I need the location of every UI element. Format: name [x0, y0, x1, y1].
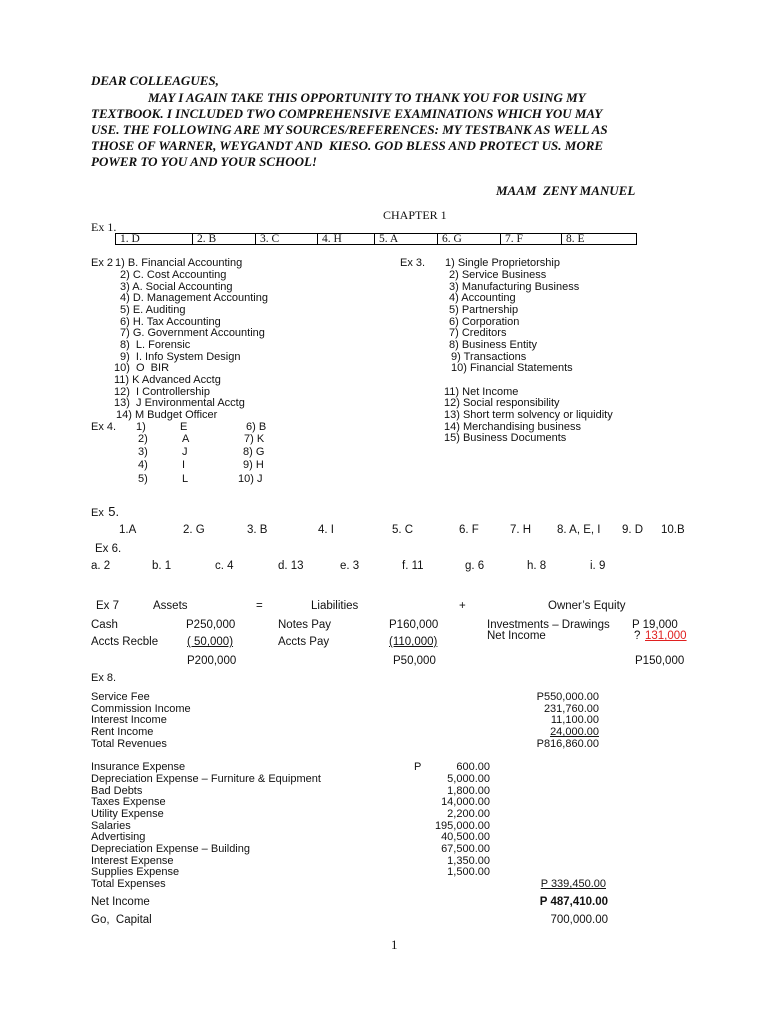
ex2-item: 9) I. Info System Design — [120, 351, 241, 363]
ex7-equity-heading: Owner’s Equity — [548, 600, 626, 612]
ex2-item: 11) K Advanced Acctg — [114, 374, 221, 386]
salutation: DEAR COLLEAGUES, — [91, 73, 219, 88]
ex3-item: 3) Manufacturing Business — [449, 281, 580, 293]
ex5-item: 8. A, E, I — [557, 524, 601, 536]
ex7-notes-label: Notes Pay — [278, 619, 332, 631]
expense-label: Insurance Expense — [91, 761, 186, 773]
ex7-plus: + — [459, 600, 466, 612]
expense-value: 1,500.00 — [447, 866, 490, 878]
revenue-value: 11,100.00 — [550, 714, 599, 726]
ex4-answer: L — [182, 473, 189, 485]
ex7-net-income-value: 131,000 — [645, 630, 687, 642]
capital-value: 700,000.00 — [550, 914, 608, 926]
ex2-item: 1) B. Financial Accounting — [115, 257, 243, 269]
ex7-label: Ex 7 — [96, 600, 120, 612]
expense-label: Depreciation Expense – Building — [91, 843, 250, 855]
ex1-cell: 1. D — [116, 234, 193, 244]
ex3-item: 9) Transactions — [451, 351, 527, 363]
ex4-match: 10) J — [238, 473, 263, 485]
ex5-item: 7. H — [510, 524, 532, 536]
expense-label: Bad Debts — [91, 785, 143, 797]
ex6-item: h. 8 — [527, 560, 547, 572]
revenue-value: 231,760.00 — [543, 703, 599, 715]
ex6-label: Ex 6. — [95, 543, 122, 555]
ex5-item: 2. G — [183, 524, 205, 536]
ex8-label: Ex 8. — [91, 672, 117, 684]
expense-label: Utility Expense — [91, 808, 164, 820]
expense-value: 600.00 — [456, 761, 490, 773]
ex4-match: 6) B — [246, 421, 267, 433]
ex2-item: 13) J Environmental Acctg — [114, 397, 245, 409]
ex7-recble-value: ( 50,000) — [187, 636, 234, 648]
ex7-net-income-label: Net Income — [487, 630, 546, 642]
letter-line-1: MAY I AGAIN TAKE THIS OPPORTUNITY TO THANK YOU FOR USING MY — [148, 90, 586, 105]
ex3-item: 13) Short term solvency or liquidity — [444, 409, 613, 421]
ex4-num: 4) — [138, 459, 148, 471]
ex3-item: 10) Financial Statements — [451, 362, 573, 374]
page-number: 1 — [391, 937, 398, 952]
ex6-item: d. 13 — [278, 560, 304, 572]
ex7-total-liabilities: P50,000 — [393, 655, 436, 667]
ex2-item: 10) O BIR — [114, 362, 170, 374]
ex5-item: 1.A — [119, 524, 137, 536]
ex7-cash-value: P250,000 — [186, 619, 236, 631]
ex6-item: f. 11 — [402, 560, 424, 572]
ex3-item: 5) Partnership — [449, 304, 519, 316]
total-revenues-label: Total Revenues — [91, 738, 167, 750]
ex4-label: Ex 4. — [91, 421, 117, 433]
ex2-item: 7) G. Government Accounting — [120, 327, 265, 339]
ex2-item: 4) D. Management Accounting — [120, 292, 268, 304]
ex3-item: 4) Accounting — [449, 292, 516, 304]
chapter-title: CHAPTER 1 — [383, 208, 447, 222]
ex4-num: 5) — [138, 473, 148, 485]
ex2-label: Ex 2 — [91, 257, 114, 269]
expense-label: Interest Expense — [91, 855, 174, 867]
ex4-match: 7) K — [244, 433, 265, 445]
net-income-label: Net Income — [91, 896, 150, 908]
total-expenses-label: Total Expenses — [91, 878, 166, 890]
ex7-assets-heading: Assets — [153, 600, 188, 612]
ex7-equals: = — [256, 600, 263, 612]
ex3-item: 12) Social responsibility — [444, 397, 560, 409]
signature: MAAM ZENY MANUEL — [496, 183, 636, 198]
ex3-item: 1) Single Proprietorship — [445, 257, 560, 269]
letter-line-5: POWER TO YOU AND YOUR SCHOOL! — [91, 154, 317, 169]
ex4-num: 2) — [138, 433, 148, 445]
ex5-item: 3. B — [247, 524, 268, 536]
revenue-label: Service Fee — [91, 691, 150, 703]
expense-label: Advertising — [91, 831, 146, 843]
peso-sign: P — [414, 761, 422, 773]
revenue-label: Interest Income — [91, 714, 167, 726]
expense-value: 1,350.00 — [447, 855, 490, 867]
ex3-label: Ex 3. — [400, 257, 426, 269]
ex4-num: 1) — [136, 421, 146, 433]
net-income-value: P 487,410.00 — [539, 896, 608, 908]
revenue-label: Commission Income — [91, 703, 191, 715]
capital-label: Go, Capital — [91, 914, 152, 926]
ex3-item: 6) Corporation — [449, 316, 520, 328]
ex2-item: 6) H. Tax Accounting — [120, 316, 221, 328]
ex6-item: a. 2 — [91, 560, 111, 572]
ex2-item: 3) A. Social Accounting — [120, 281, 233, 293]
ex3-item: 15) Business Documents — [444, 432, 567, 444]
ex7-accts-pay-label: Accts Pay — [278, 636, 330, 648]
ex7-accts-pay-value: (110,000) — [389, 636, 438, 648]
ex1-cell: 6. G — [438, 234, 501, 244]
expense-label: Depreciation Expense – Furniture & Equipment — [91, 773, 321, 785]
expense-value: 195,000.00 — [434, 820, 490, 832]
expense-label: Supplies Expense — [91, 866, 180, 878]
ex7-investments-label: Investments – Drawings — [487, 619, 610, 631]
ex5-item: 6. F — [459, 524, 479, 536]
ex1-cell: 7. F — [501, 234, 562, 244]
ex3-item: 8) Business Entity — [449, 339, 538, 351]
ex2-item: 5) E. Auditing — [120, 304, 186, 316]
expense-value: 2,200.00 — [447, 808, 490, 820]
ex2-item: 12) I Controllership — [114, 386, 210, 398]
letter-line-3: USE. THE FOLLOWING ARE MY SOURCES/REFERENCES: MY TESTBANK AS WELL AS — [91, 122, 608, 137]
ex1-cell: 4. H — [318, 234, 375, 244]
ex5-item: 9. D — [622, 524, 644, 536]
ex1-cell: 2. B — [193, 234, 256, 244]
letter-line-2: TEXTBOOK. I INCLUDED TWO COMPREHENSIVE EXAMINATIONS WHICH YOU MAY — [91, 106, 603, 121]
ex2-item: 2) C. Cost Accounting — [120, 269, 227, 281]
ex7-net-income-q: ? — [634, 630, 641, 642]
ex4-answer: E — [180, 421, 188, 433]
expense-value: 14,000.00 — [441, 796, 490, 808]
ex5-label-prefix: Ex — [91, 507, 104, 519]
ex5-label — [91, 503, 119, 521]
ex1-answer-table — [115, 233, 637, 245]
revenue-label: Rent Income — [91, 726, 154, 738]
ex3-item: 2) Service Business — [449, 269, 547, 281]
ex7-notes-value: P160,000 — [389, 619, 439, 631]
ex7-recble-label: Accts Recble — [91, 636, 159, 648]
ex7-investments-value: P 19,000 — [632, 619, 678, 631]
ex4-answer: J — [182, 446, 188, 458]
ex5-item: 10.B — [661, 524, 685, 536]
expense-value: 67,500.00 — [441, 843, 490, 855]
expense-value: 1,800.00 — [447, 785, 490, 797]
ex4-num: 3) — [138, 446, 148, 458]
expense-label: Salaries — [91, 820, 131, 832]
ex3-item: 11) Net Income — [444, 386, 519, 398]
expense-label: Taxes Expense — [91, 796, 166, 808]
ex2-item: 14) M Budget Officer — [116, 409, 218, 421]
ex7-cash-label: Cash — [91, 619, 118, 631]
ex1-cell: 3. C — [256, 234, 318, 244]
letter-line-4: THOSE OF WARNER, WEYGANDT AND KIESO. GOD BLESS AND PROTECT US. MORE — [91, 138, 604, 153]
ex5-item: 4. I — [318, 524, 334, 536]
revenue-value: P550,000.00 — [536, 691, 599, 703]
ex6-item: e. 3 — [340, 560, 360, 572]
ex3-item: 14) Merchandising business — [444, 421, 581, 433]
ex7-liabilities-heading: Liabilities — [311, 600, 359, 612]
expense-value: 5,000.00 — [447, 773, 490, 785]
ex6-item: b. 1 — [152, 560, 172, 572]
ex1-cell: 8. E — [566, 234, 585, 244]
ex6-item: c. 4 — [215, 560, 234, 572]
ex7-total-assets: P200,000 — [187, 655, 237, 667]
total-revenues-value: P816,860.00 — [536, 738, 599, 750]
ex1-cell: 5. A — [375, 234, 438, 244]
ex3-item: 7) Creditors — [449, 327, 507, 339]
revenue-value: 24,000.00 — [550, 726, 599, 738]
ex5-label-num: 5. — [108, 504, 120, 519]
expense-value: 40,500.00 — [441, 831, 490, 843]
ex4-match: 8) G — [243, 446, 265, 458]
ex4-answer: I — [182, 459, 186, 471]
ex5-item: 5. C — [392, 524, 414, 536]
ex6-item: g. 6 — [465, 560, 485, 572]
total-expenses-value: P 339,450.00 — [540, 878, 606, 890]
ex4-match: 9) H — [243, 459, 264, 471]
ex7-total-equity: P150,000 — [635, 655, 685, 667]
ex4-answer: A — [182, 433, 190, 445]
ex2-item: 8) L. Forensic — [120, 339, 191, 351]
ex1-label: Ex 1. — [91, 220, 117, 234]
ex6-item: i. 9 — [590, 560, 606, 572]
